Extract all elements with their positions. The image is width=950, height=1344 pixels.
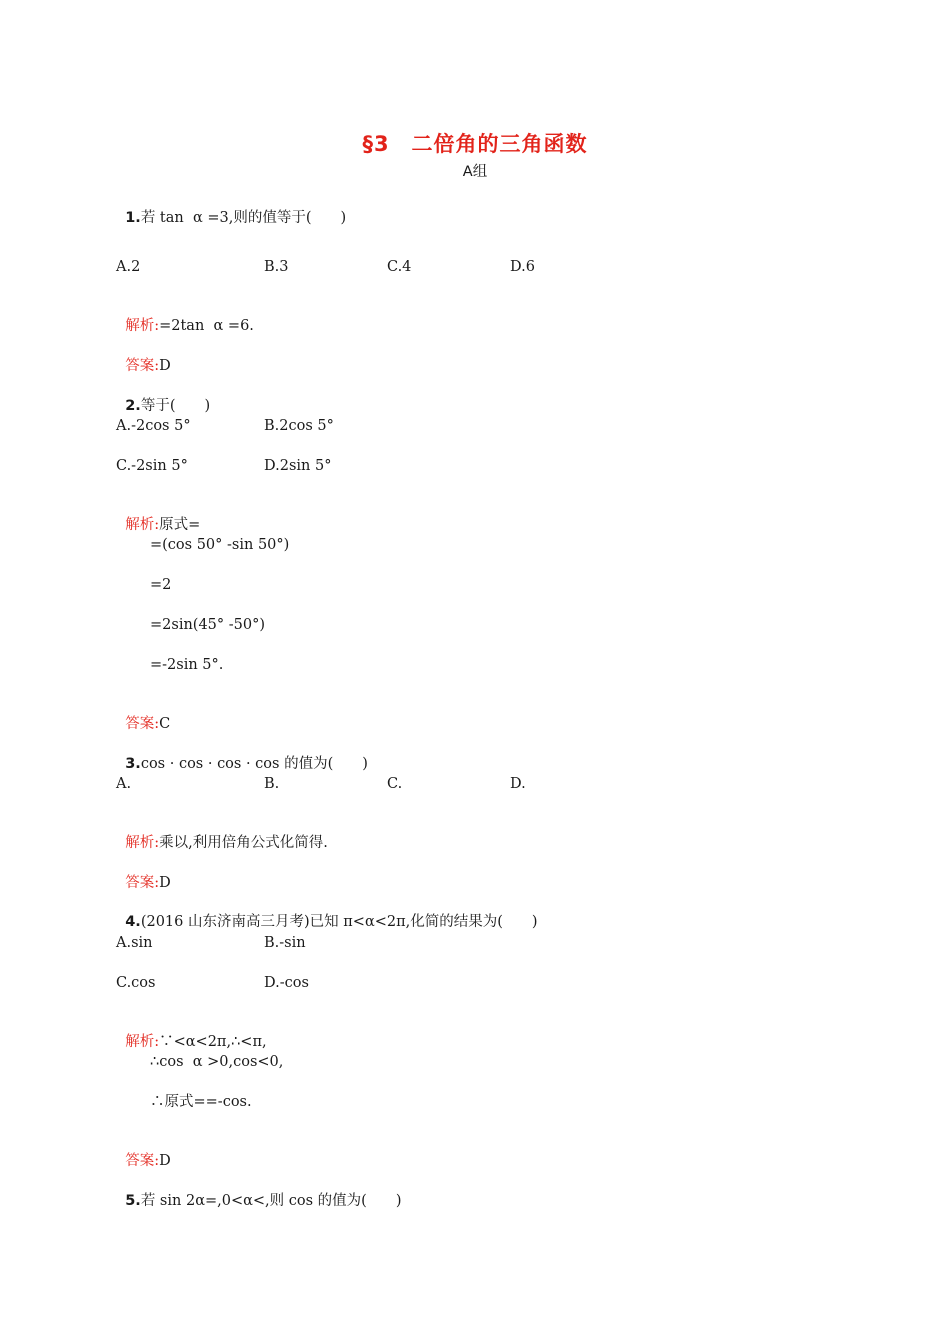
option-c: C. (387, 776, 403, 792)
answer-label: 答案: (125, 1153, 160, 1169)
question-number: 4. (125, 914, 141, 930)
option-d: D.6 (510, 259, 535, 275)
answer-label: 答案: (125, 358, 160, 374)
answer (116, 336, 171, 376)
question-5 (116, 1171, 402, 1211)
analysis-step: =(cos 50° -sin 50°) (150, 537, 290, 553)
question-number: 2. (125, 398, 141, 414)
option-a: A.2 (116, 259, 141, 275)
answer-value: D (159, 358, 171, 374)
question-stem: 若 sin 2α=,0<α<,则 cos 的值为( ) (140, 1193, 402, 1209)
question-number: 5. (125, 1193, 141, 1209)
option-b: B.2cos 5° (264, 418, 334, 434)
answer (116, 853, 171, 893)
analysis-step: =2sin(45° -50°) (150, 617, 266, 633)
analysis (116, 1012, 267, 1052)
analysis-text: 乘以,利用倍角公式化简得. (159, 835, 328, 851)
answer-label: 答案: (125, 875, 160, 891)
option-a: A.sin (116, 935, 153, 951)
answer (116, 1131, 171, 1171)
question-stem: (2016 山东济南高三月考)已知 π<α<2π,化简的结果为( ) (140, 914, 538, 930)
option-d: D.-cos (264, 975, 309, 991)
page-title: §3 二倍角的三角函数 (362, 132, 588, 156)
analysis-step: =2 (150, 577, 172, 593)
option-c: C.-2sin 5° (116, 458, 188, 474)
question-stem: 若 tan α =3,则的值等于( ) (140, 210, 347, 226)
option-c: C.4 (387, 259, 412, 275)
question-1 (116, 188, 346, 228)
question-stem: cos · cos · cos · cos 的值为( ) (140, 756, 368, 772)
analysis-label: 解析: (125, 1034, 160, 1050)
question-number: 3. (125, 756, 141, 772)
analysis-text: ∵<α<2π,∴<π, (159, 1034, 267, 1050)
analysis-label: 解析: (125, 517, 160, 533)
analysis-step: ∴原式==-cos. (150, 1094, 252, 1110)
analysis-step: ∴cos α >0,cos<0, (150, 1054, 284, 1070)
group-label: A组 (462, 164, 488, 180)
answer-value: D (159, 1153, 171, 1169)
option-d: D. (510, 776, 526, 792)
question-4 (116, 892, 538, 932)
option-b: B.-sin (264, 935, 306, 951)
answer-label: 答案: (125, 716, 160, 732)
option-b: B.3 (264, 259, 289, 275)
analysis-text: =2tan α =6. (159, 318, 254, 334)
option-a: A. (116, 776, 132, 792)
analysis (116, 296, 254, 336)
analysis-step: =-2sin 5°. (150, 657, 224, 673)
option-c: C.cos (116, 975, 156, 991)
option-a: A.-2cos 5° (116, 418, 191, 434)
analysis-label: 解析: (125, 835, 160, 851)
option-b: B. (264, 776, 280, 792)
analysis-label: 解析: (125, 318, 160, 334)
answer (116, 694, 170, 734)
analysis (116, 495, 200, 535)
analysis-text: 原式= (159, 517, 201, 533)
question-3 (116, 734, 368, 774)
analysis (116, 813, 328, 853)
answer-value: D (159, 875, 171, 891)
answer-value: C (159, 716, 171, 732)
question-stem: 等于( ) (140, 398, 211, 414)
option-d: D.2sin 5° (264, 458, 332, 474)
question-2 (116, 376, 210, 416)
question-number: 1. (125, 210, 141, 226)
